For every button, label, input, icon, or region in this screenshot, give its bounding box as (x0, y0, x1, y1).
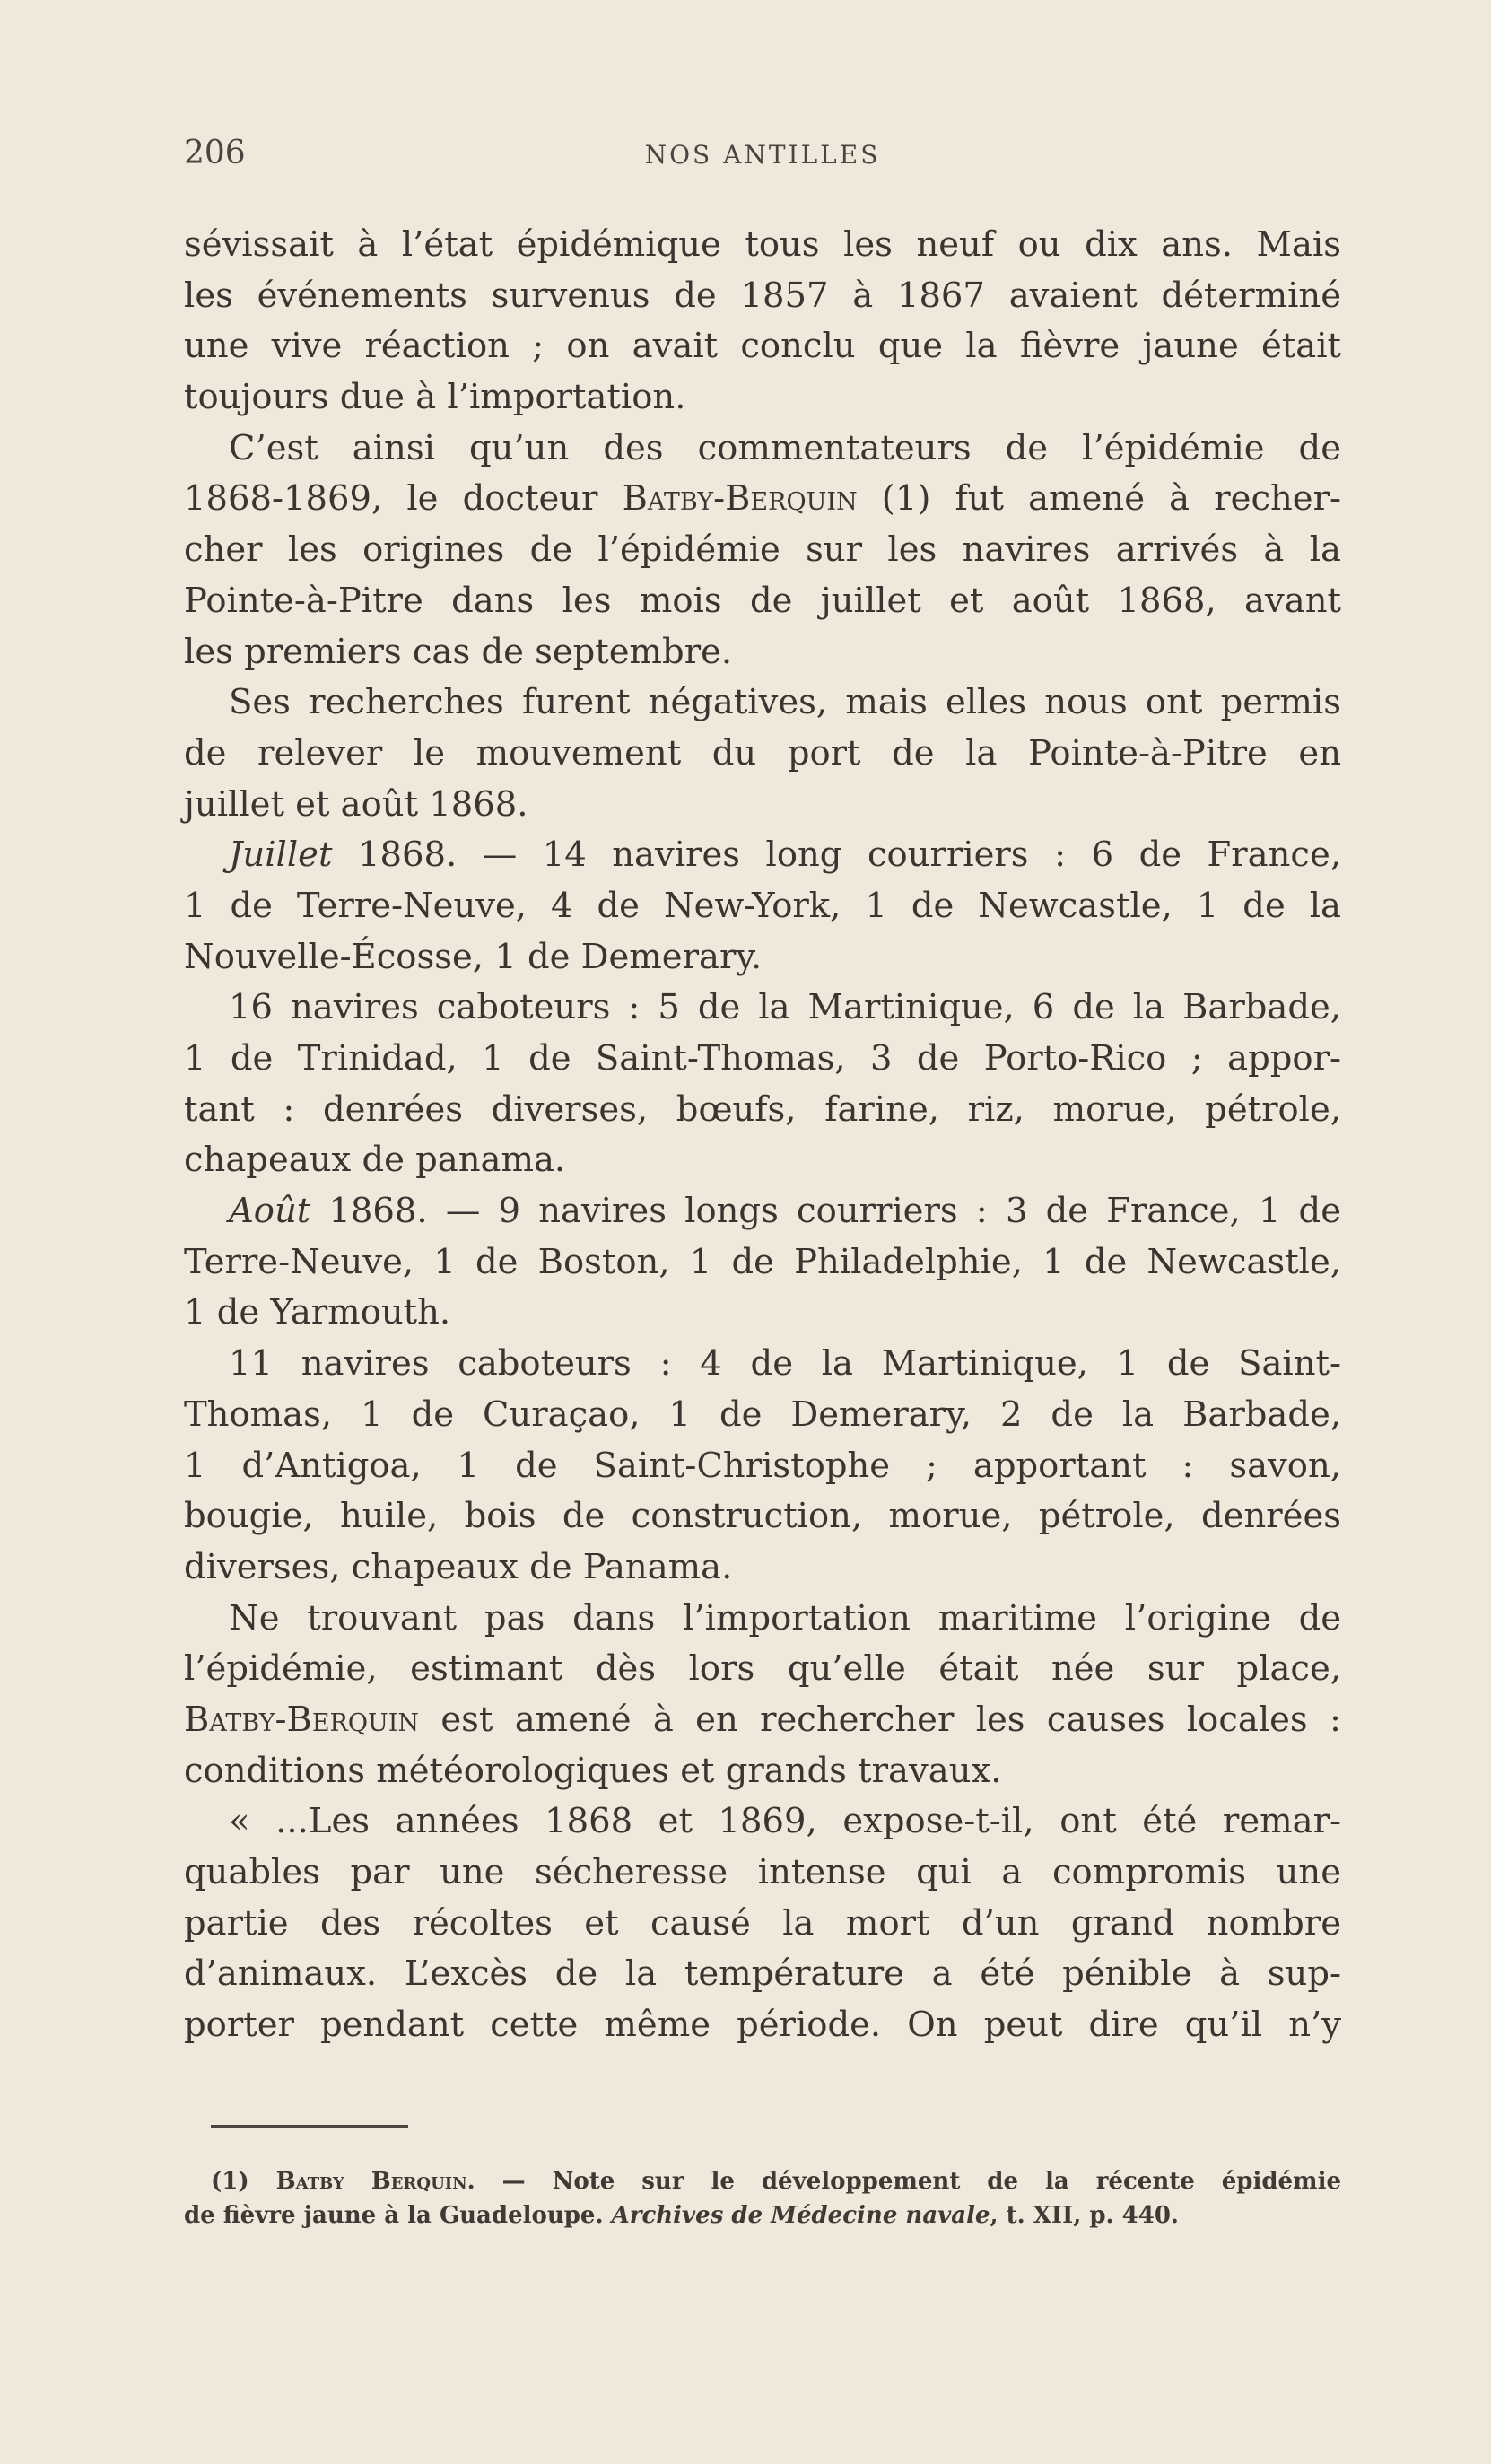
text-line: C’est ainsi qu’un des commentateurs de l’épidémie de (229, 427, 1341, 468)
text-line: sévissait à l’état épidémique tous les neuf ou dix ans. Mais (184, 224, 1341, 265)
text-segment: est amené à en rechercher les causes locales : (419, 1699, 1341, 1740)
footnote-text: , t. XII, p. 440. (990, 2202, 1179, 2229)
text-segment: (1) fut amené à recher- (857, 478, 1341, 520)
text-line: 1 de Terre-Neuve, 4 de New-York, 1 de Newcastle, 1 de la (184, 885, 1341, 926)
footnote-line (184, 2198, 1341, 2232)
text-line: 11 navires caboteurs : 4 de la Martinique, 1 de Saint- (229, 1343, 1341, 1385)
footnote-text: — Note sur le développement de la récente épidémie (475, 2168, 1341, 2195)
text-line (184, 1695, 1341, 1746)
text-line: toujours due à l’importation. (184, 377, 686, 418)
footnote-number: (1) (211, 2168, 276, 2195)
text-line: d’animaux. L’excès de la température a été pénible à sup- (184, 1953, 1341, 1995)
text-segment: 1868-1869, le docteur (184, 478, 623, 520)
text-line: « ...Les années 1868 et 1869, expose-t-il, ont été remar- (229, 1801, 1341, 1842)
text-line (184, 830, 1341, 881)
text-line: Ne trouvant pas dans l’importation maritime l’origine de (229, 1597, 1341, 1638)
text-line: 1 d’Antigoa, 1 de Saint-Christophe ; apportant : savon, (184, 1445, 1341, 1486)
text-line: cher les origines de l’épidémie sur les navires arrivés à la (184, 529, 1341, 571)
text-segment: 1868. — 9 navires longs courriers : 3 de France, 1 de (310, 1191, 1341, 1232)
text-line: l’épidémie, estimant dès lors qu’elle était née sur place, (184, 1648, 1341, 1690)
running-head (184, 135, 1341, 174)
footnote-rule (211, 2125, 408, 2128)
text-line: bougie, huile, bois de construction, morue, pétrole, denrées (184, 1496, 1341, 1537)
text-line: chapeaux de panama. (184, 1140, 566, 1181)
text-line: quables par une sécheresse intense qui a compromis une (184, 1852, 1341, 1892)
footnote-journal: Archives de Médecine navale (611, 2202, 990, 2229)
month-label: Juillet (229, 834, 333, 876)
text-line: 1 de Yarmouth. (184, 1292, 451, 1333)
footnote-text: de fièvre jaune à la Guadeloupe. (184, 2202, 612, 2229)
text-line: Nouvelle-Écosse, 1 de Demerary. (184, 936, 763, 977)
text-line: une vive réaction ; on avait conclu que la fièvre jaune était (184, 326, 1341, 367)
text-line: partie des récoltes et causé la mort d’un grand nombre (184, 1902, 1341, 1944)
text-line: juillet et août 1868. (184, 783, 528, 825)
running-title: NOS ANTILLES (644, 140, 881, 170)
text-line: de relever le mouvement du port de la Pointe-à-Pitre en (184, 732, 1341, 773)
text-line: Ses recherches furent négatives, mais elles nous ont permis (229, 682, 1341, 723)
text-line: tant : denrées diverses, bœufs, farine, riz, morue, pétrole, (184, 1088, 1341, 1130)
footnote (184, 2164, 1341, 2232)
footnote-line (184, 2164, 1341, 2198)
author-name: Batby-Berquin (622, 478, 858, 520)
text-line (184, 1186, 1341, 1237)
text-line: Thomas, 1 de Curaçao, 1 de Demerary, 2 de la Barbade, (184, 1394, 1341, 1435)
author-name: Batby-Berquin (184, 1699, 420, 1740)
body-text (184, 220, 1341, 2051)
text-line: conditions météorologiques et grands travaux. (184, 1750, 1002, 1791)
text-line (184, 474, 1341, 525)
text-line: Pointe-à-Pitre dans les mois de juillet et août 1868, avant (184, 580, 1341, 621)
month-label: Août (229, 1191, 311, 1232)
footnote-author: Batby Berquin. (275, 2168, 475, 2195)
text-segment: 1868. — 14 navires long courriers : 6 de France, (332, 834, 1341, 876)
text-line: Terre-Neuve, 1 de Boston, 1 de Philadelphie, 1 de Newcastle, (184, 1241, 1341, 1282)
text-line: 16 navires caboteurs : 5 de la Martinique, 6 de la Barbade, (229, 987, 1341, 1028)
page-number: 206 (184, 135, 246, 171)
text-line: diverses, chapeaux de Panama. (184, 1546, 733, 1587)
text-line: les premiers cas de septembre. (184, 631, 733, 672)
text-line: 1 de Trinidad, 1 de Saint-Thomas, 3 de Porto-Rico ; appor- (184, 1038, 1341, 1079)
text-line: les événements survenus de 1857 à 1867 avaient déterminé (184, 275, 1341, 316)
text-line: porter pendant cette même période. On peut dire qu’il n’y (184, 2005, 1341, 2046)
